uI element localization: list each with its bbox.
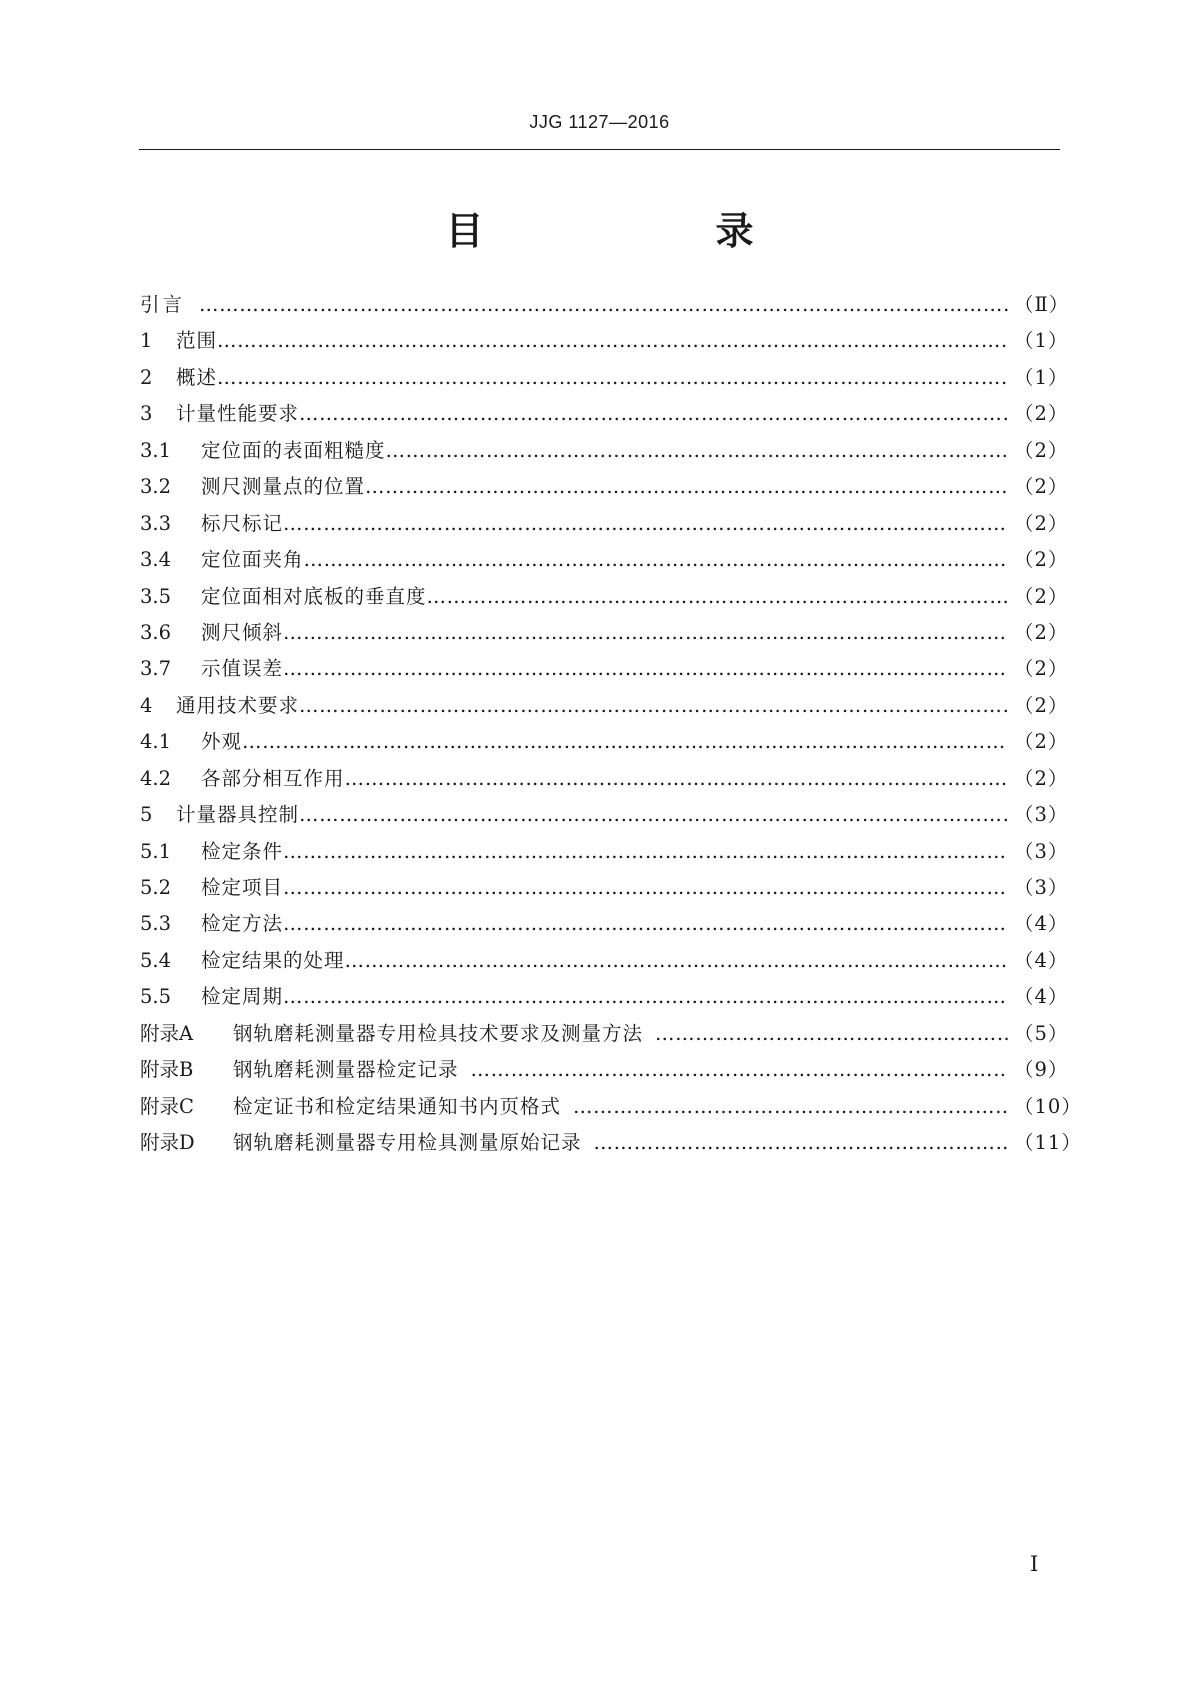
toc-leader-dots [199,293,1008,316]
toc-entry[interactable] [140,908,1069,944]
toc-entry-title: 概述 [176,365,218,389]
toc-entry-title: 检定条件 [201,839,284,863]
toc-entry-number: 4.2 [140,766,172,790]
toc-entry-title: 检定项目 [201,876,284,899]
toc-entry[interactable] [140,690,1069,726]
toc-leader-dots [283,657,1008,680]
toc-entry-title: 示值误差 [201,657,284,681]
toc-entry-page: （2） [1014,730,1069,754]
toc-entry-title: 标尺标记 [201,511,284,535]
toc-entry[interactable] [140,398,1069,434]
toc-entry-title: 计量器具控制 [176,803,300,827]
toc-entry[interactable] [140,508,1069,544]
toc-entry-page: （3） [1014,839,1069,863]
toc-entry-page: （Ⅱ） [1014,293,1070,316]
toc-entry-number: 1 [140,329,153,353]
toc-entry-number: 3.3 [140,511,172,535]
toc-entry-title: 定位面相对底板的垂直度 [201,584,427,608]
toc-entry[interactable] [140,726,1069,762]
toc-entry-title: 测尺测量点的位置 [201,475,366,499]
toc-leader-dots [594,1131,1008,1154]
toc-entry[interactable] [140,289,1070,325]
toc-entry-number: 5.1 [140,839,172,863]
page-title: 目 录 [445,209,806,253]
toc-entry-page: （3） [1014,803,1069,827]
toc-entry-number: 4 [140,693,153,717]
toc-entry-page: （2） [1014,584,1069,608]
toc-leader-dots [217,366,1008,389]
toc-entry[interactable] [140,1091,1082,1127]
toc-entry-number: 5.5 [140,985,172,1009]
page-number: Ⅰ [1030,1552,1039,1576]
toc-entry-page: （10） [1014,1094,1082,1118]
toc-leader-dots [299,402,1008,425]
toc-entry-number: 3.1 [140,438,172,462]
toc-entry-page: （9） [1014,1058,1069,1082]
toc-entry[interactable] [140,325,1069,361]
toc-entry-page: （3） [1014,876,1069,899]
toc-entry-page: （2） [1014,657,1069,681]
toc-entry-page: （2） [1014,438,1069,462]
toc-entry-title: 钢轨磨耗测量器检定记录 [233,1058,459,1082]
toc-leader-dots [242,730,1008,753]
toc-entry-number: 附录C [140,1094,194,1118]
toc-entry[interactable] [140,653,1069,689]
toc-entry-page: （2） [1014,511,1069,535]
toc-entry-title: 计量性能要求 [176,402,300,426]
toc-entry-page: （2） [1014,475,1069,499]
toc-entry-title: 各部分相互作用 [201,766,345,790]
toc-entry-number: 3 [140,402,153,426]
toc-entry-number: 5.4 [140,948,172,972]
toc-entry-page: （2） [1014,693,1069,717]
toc-leader-dots [573,1095,1008,1118]
toc-leader-dots [299,803,1008,826]
toc-leader-dots [427,585,1008,608]
toc-entry-number: 4.1 [140,730,172,754]
toc-entry[interactable] [140,617,1069,653]
toc-entry[interactable] [140,471,1069,507]
toc-entry[interactable] [140,1127,1082,1163]
toc-entry-number: 3.2 [140,475,172,499]
toc-entry-title: 检定结果的处理 [201,948,345,972]
toc-leader-dots [283,985,1008,1008]
table-of-contents [140,289,1082,1164]
toc-entry[interactable] [140,981,1069,1017]
toc-leader-dots [283,512,1008,535]
toc-entry[interactable] [140,763,1069,799]
toc-entry[interactable] [140,1054,1069,1090]
toc-leader-dots [345,949,1008,972]
toc-entry-number: 附录A [140,1021,194,1045]
toc-entry-page: （4） [1014,912,1069,936]
toc-entry-page: （1） [1014,365,1069,389]
toc-leader-dots [283,912,1008,935]
toc-leader-dots [345,767,1008,790]
toc-entry-title: 测尺倾斜 [201,620,284,644]
toc-entry-title: 定位面夹角 [201,548,304,572]
toc-leader-dots [299,694,1008,717]
toc-entry-title: 钢轨磨耗测量器专用检具测量原始记录 [233,1131,582,1155]
toc-entry-page: （2） [1014,620,1069,644]
toc-entry-number: 2 [140,365,153,389]
toc-entry-title: 外观 [201,730,243,754]
toc-entry-number: 3.4 [140,548,172,572]
toc-entry-title: 检定方法 [201,912,284,936]
toc-entry-title: 检定周期 [201,985,284,1009]
toc-entry[interactable] [140,581,1069,617]
toc-entry-title: 引言 [140,293,186,316]
toc-entry-page: （4） [1014,948,1069,972]
toc-leader-dots [217,329,1008,352]
toc-entry-number: 附录D [140,1131,195,1155]
toc-entry-title: 定位面的表面粗糙度 [201,438,386,462]
running-header: JJG 1127—2016 [529,112,670,132]
toc-entry-number: 5 [140,803,153,827]
toc-entry-number: 附录B [140,1058,194,1082]
toc-entry-number: 3.5 [140,584,172,608]
toc-entry[interactable] [140,836,1069,872]
toc-leader-dots [655,1022,1008,1045]
toc-entry[interactable] [140,872,1069,908]
toc-entry-page: （5） [1014,1021,1069,1045]
toc-entry-number: 5.3 [140,912,172,936]
toc-entry-page: （4） [1014,985,1069,1009]
toc-entry-page: （2） [1014,402,1069,426]
toc-leader-dots [283,840,1008,863]
header-rule [139,149,1060,150]
toc-leader-dots [471,1058,1008,1081]
toc-entry-title: 通用技术要求 [176,693,300,717]
toc-leader-dots [283,876,1008,899]
toc-entry-number: 3.7 [140,657,172,681]
toc-leader-dots [386,439,1008,462]
toc-entry-title: 范围 [176,329,218,353]
toc-entry-page: （2） [1014,548,1069,572]
toc-entry-number: 5.2 [140,876,172,899]
toc-entry[interactable] [140,435,1069,471]
toc-entry-number: 3.6 [140,620,172,644]
toc-entry-page: （11） [1014,1131,1082,1155]
toc-entry[interactable] [140,1018,1069,1054]
toc-leader-dots [365,475,1008,498]
toc-entry-page: （1） [1014,329,1069,353]
toc-leader-dots [304,548,1008,571]
toc-entry-title: 钢轨磨耗测量器专用检具技术要求及测量方法 [233,1021,644,1045]
toc-entry[interactable] [140,799,1069,835]
toc-leader-dots [283,621,1008,644]
toc-entry-title: 检定证书和检定结果通知书内页格式 [233,1094,562,1118]
toc-entry[interactable] [140,362,1069,398]
toc-entry-page: （2） [1014,766,1069,790]
toc-entry[interactable] [140,544,1069,580]
toc-entry[interactable] [140,945,1069,981]
